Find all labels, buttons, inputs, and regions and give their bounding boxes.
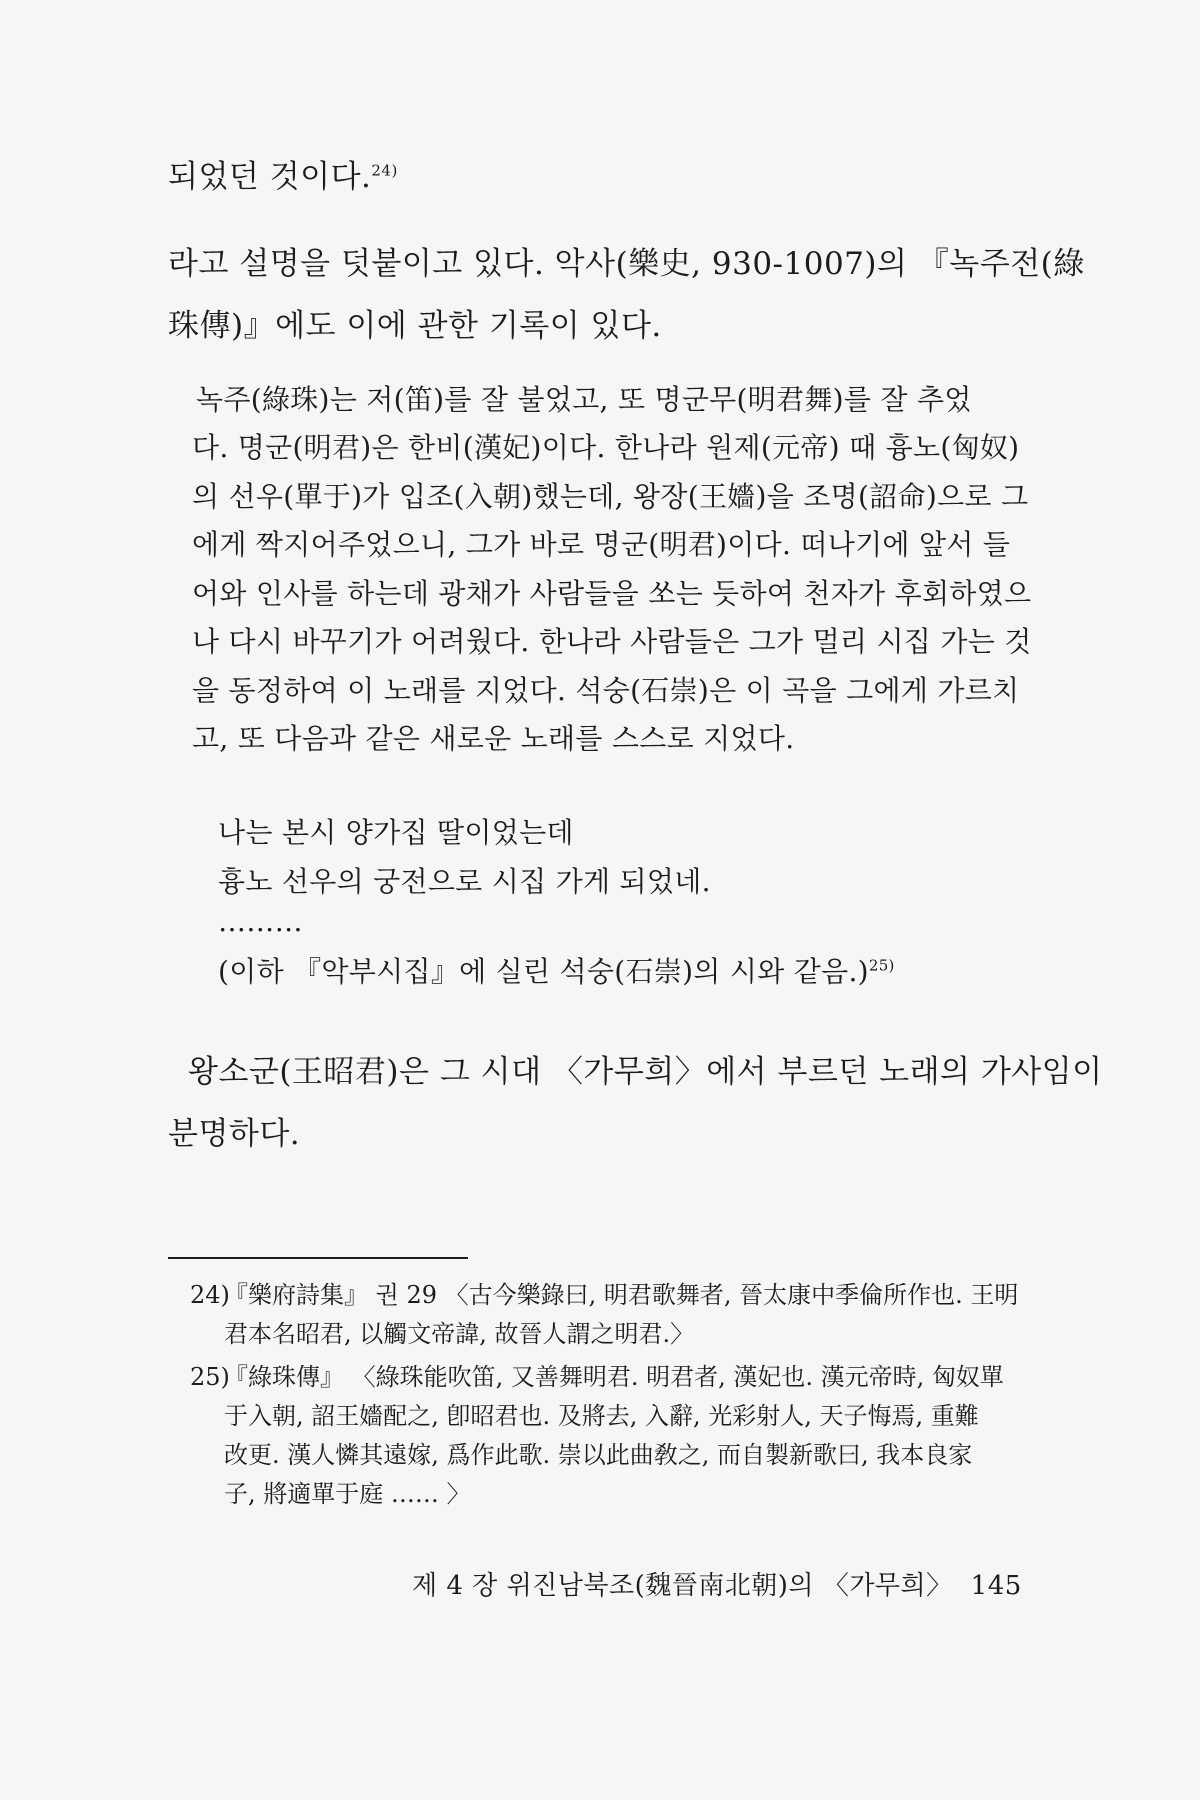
footnote-24-cont: 君本名昭君, 以觸文帝諱, 故晉人謂之明君.〉 [224, 1320, 695, 1348]
quote-line: 어와 인사를 하는데 광채가 사람들을 쏘는 듯하여 천자가 후회하였으 [192, 577, 1032, 610]
chapter-title: 제 4 장 위진남북조(魏晉南北朝)의 〈가무희〉 [412, 1571, 953, 1601]
verse-line: 흉노 선우의 궁전으로 시집 가게 되었네. [218, 865, 711, 898]
verse-line-content: (이하 『악부시집』에 실린 석숭(石崇)의 시와 같음.) [218, 955, 869, 988]
page-number: 145 [970, 1571, 1022, 1601]
running-footer [412, 1565, 1022, 1602]
text-line-content: 되었던 것이다. [168, 159, 372, 195]
footnote-number: 25) [190, 1363, 230, 1391]
text-line [168, 146, 398, 208]
quote-line: 고, 또 다음과 같은 새로운 노래를 스스로 지었다. [192, 722, 795, 755]
footnote-number: 24) [190, 1281, 230, 1309]
verse-line: 나는 본시 양가집 딸이었는데 [218, 816, 574, 849]
quote-line: 에게 짝지어주었으니, 그가 바로 명군(明君)이다. 떠나기에 앞서 들 [192, 528, 1011, 561]
footnote-24 [190, 1276, 1018, 1315]
quote-line: 녹주(綠珠)는 저(笛)를 잘 불었고, 또 명군무(明君舞)를 잘 추었 [196, 383, 972, 416]
footnote-25-cont: 改更. 漢人憐其遠嫁, 爲作此歌. 崇以此曲敎之, 而自製新歌曰, 我本良家 [224, 1441, 973, 1469]
footnote-ref: 24) [371, 161, 398, 180]
footnote-25-cont: 子, 將適單于庭 …… 〉 [224, 1480, 471, 1508]
text-line: 분명하다. [168, 1116, 301, 1152]
verse-line [218, 947, 895, 997]
quote-line: 다. 명군(明君)은 한비(漢妃)이다. 한나라 원제(元帝) 때 흉노(匈奴) [192, 431, 1020, 464]
footnote-25 [190, 1358, 1004, 1397]
footnote-rule [168, 1257, 468, 1259]
footnote-ref: 25) [868, 956, 895, 975]
footnote-text: 『樂府詩集』 권 29 〈古今樂錄曰, 明君歌舞者, 晉太康中季倫所作也. 王明 [224, 1281, 1019, 1309]
quote-line: 을 동정하여 이 노래를 지었다. 석숭(石崇)은 이 곡을 그에게 가르치 [192, 674, 1020, 707]
text-line: 珠傳)』에도 이에 관한 기록이 있다. [168, 308, 662, 344]
quote-line: 의 선우(單于)가 입조(入朝)했는데, 왕장(王嬙)을 조명(詔命)으로 그 [192, 480, 1029, 513]
quote-line: 나 다시 바꾸기가 어려웠다. 한나라 사람들은 그가 멀리 시집 가는 것 [192, 625, 1032, 658]
footnote-text: 『綠珠傳』 〈綠珠能吹笛, 又善舞明君. 明君者, 漢妃也. 漢元帝時, 匈奴單 [224, 1363, 1004, 1391]
text-line: 라고 설명을 덧붙이고 있다. 악사(樂史, 930-1007)의 『녹주전(綠 [168, 246, 1085, 282]
text-line: 왕소군(王昭君)은 그 시대 〈가무희〉에서 부르던 노래의 가사임이 [188, 1054, 1103, 1090]
verse-ellipsis: ……… [218, 905, 303, 938]
footnote-25-cont: 于入朝, 詔王嬙配之, 卽昭君也. 及將去, 入辭, 光彩射人, 天子悔焉, 重難 [224, 1402, 979, 1430]
